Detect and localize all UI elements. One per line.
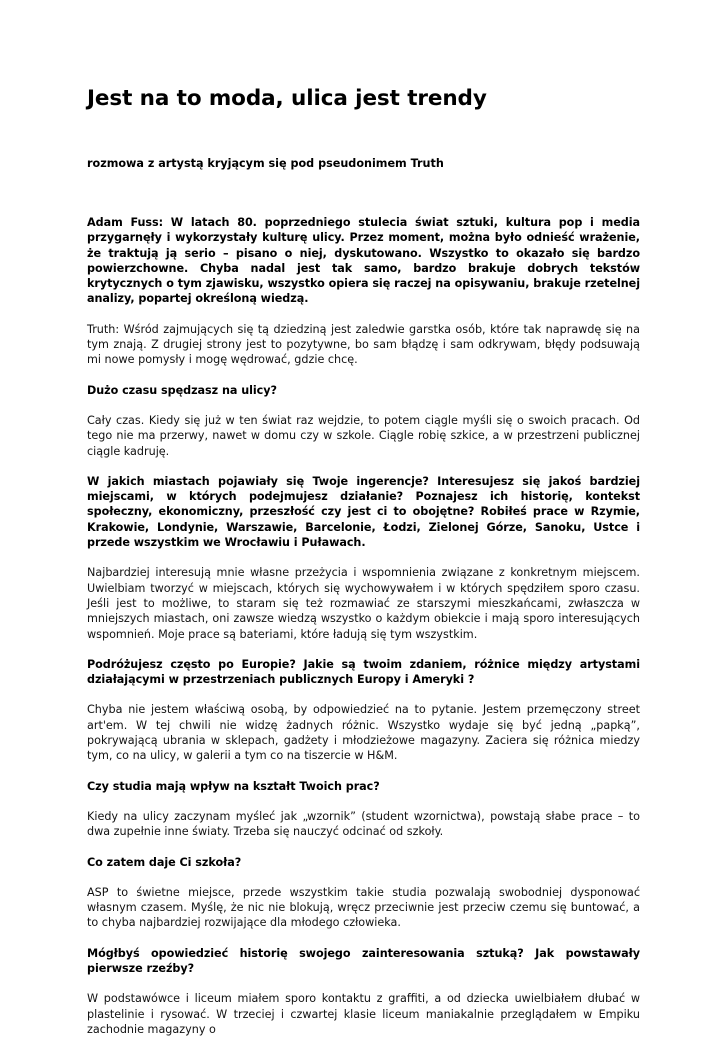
- article-subtitle: rozmowa z artystą kryjącym się pod pseudonimem Truth: [87, 157, 444, 170]
- answer-paragraph: Chyba nie jestem właściwą osobą, by odpowiedzieć na to pytanie. Jestem przemęczony street art'em. W tej chwili nie widzę żadnych różnic. Wszystko wydaje się być jedną „papką”, pokrywającą ubrania w sklepach, gadżety i młodzieżowe magazyny. Zaciera się różnica miedzy tym, co na ulicy, w galerii a tym co na tiszercie w H&M.: [87, 703, 640, 763]
- answer-paragraph: Kiedy na ulicy zaczynam myśleć jak „wzornik” (student wzornictwa), powstają słabe prace – to dwa zupełnie inne światy. Trzeba się nauczyć odcinać od szkoły.: [87, 809, 640, 839]
- answer-paragraph: Truth: Wśród zajmujących się tą dziedziną jest zaledwie garstka osób, które tak naprawdę się na tym znają. Z drugiej strony jest to pozytywne, bo sam błądzę i sam odkrywam, błędy podsuwają mi nowe pomysły i mogę wędrować, gdzie chcę.: [87, 322, 640, 367]
- answer-paragraph: Cały czas. Kiedy się już w ten świat raz wejdzie, to potem ciągle myśli się o swoich pracach. Od tego nie ma przerwy, nawet w domu czy w szkole. Ciągle robię szkice, a w przestrzeni publicznej ciągle kadruję.: [87, 413, 640, 458]
- question-paragraph: Mógłbyś opowiedzieć historię swojego zainteresowania sztuką? Jak powstawały pierwsze rzeźby?: [87, 946, 640, 975]
- question-paragraph: Co zatem daje Ci szkoła?: [87, 855, 242, 869]
- question-paragraph: Dużo czasu spędzasz na ulicy?: [87, 383, 277, 397]
- answer-paragraph: Najbardziej interesują mnie własne przeżycia i wspomnienia związane z konkretnym miejscem. Uwielbiam tworzyć w miejscach, których się wychowywałem i w których spędziłem sporo czasu. Jeśli jest to możliwe, to staram się też rozmawiać ze starszymi mieszkańcami, zwłaszcza w mniejszych miastach, oni zawsze wiedzą wszystko o każdym obiekcie i mają sporo interesujących wspomnień. Moje prace są bateriami, które ładują się tym wszystkim.: [87, 566, 640, 641]
- answer-paragraph: ASP to świetne miejsce, przede wszystkim takie studia pozwalają swobodniej dysponować własnym czasem. Myślę, że nic nie blokują, wręcz przeciwnie jest przeciw czemu się buntować, a to chyba najbardziej rozwijające dla młodego człowieka.: [87, 885, 640, 930]
- article-title: Jest na to moda, ulica jest trendy: [87, 86, 487, 111]
- question-paragraph: W jakich miastach pojawiały się Twoje ingerencje? Interesujesz się jakoś bardziej miejscami, w których podejmujesz działanie? Poznajesz ich historię, kontekst społeczny, ekonomiczny, przeszłość czy jest ci to obojętne? Robiłeś prace w Rzymie, Krakowie, Londynie, Warszawie, Barcelonie, Łodzi, Zielonej Górze, Sanoku, Ustce i przede wszystkim we Wrocławiu i Puławach.: [87, 474, 640, 550]
- article-body: [87, 215, 640, 1052]
- question-paragraph: Czy studia mają wpływ na kształt Twoich prac?: [87, 779, 380, 793]
- answer-paragraph: W podstawówce i liceum miałem sporo kontaktu z graffiti, a od dziecka uwielbiałem dłubać w plastelinie i rysować. W trzeciej i czwartej klasie liceum maniakalnie przeglądałem w Empiku zachodnie magazyny o: [87, 992, 640, 1036]
- question-paragraph: Adam Fuss: W latach 80. poprzedniego stulecia świat sztuki, kultura pop i media przygarnęły i wykorzystały kulturę ulicy. Przez moment, można było odnieść wrażenie, że traktują ją serio – pisano o niej, dyskutowano. Wszystko to okazało się bardzo powierzchowne. Chyba nadal jest tak samo, bardzo brakuje dobrych tekstów krytycznych o tym zjawisku, wszystko opiera się raczej na opisywaniu, brakuje rzetelnej analizy, popartej określoną wiedzą.: [87, 216, 640, 306]
- question-paragraph: Podróżujesz często po Europie? Jakie są twoim zdaniem, różnice między artystami działającymi w przestrzeniach publicznych Europy i Ameryki ?: [87, 657, 640, 687]
